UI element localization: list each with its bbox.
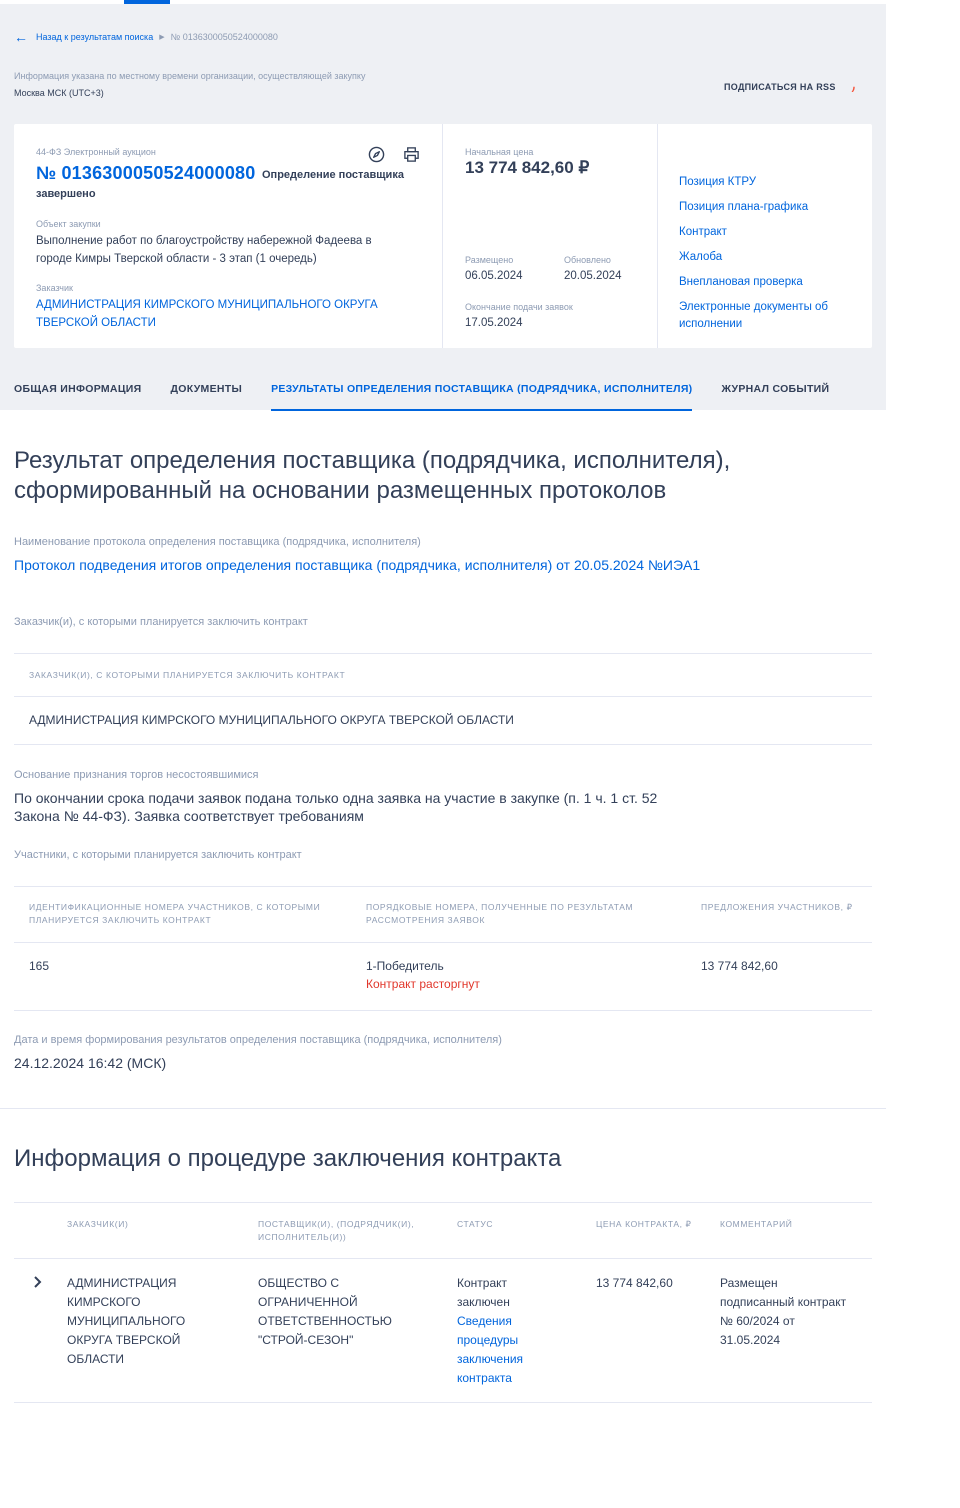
top-active-marker	[124, 0, 170, 4]
formed-value: 24.12.2024 16:42 (МСК)	[14, 1055, 167, 1071]
contract-price: 13 774 842,60	[596, 1276, 673, 1290]
breadcrumb	[14, 31, 278, 43]
deadline-label: Окончание подачи заявок	[465, 302, 573, 312]
purchase-card	[14, 124, 872, 348]
link-unscheduled-inspection[interactable]: Внеплановая проверка	[679, 276, 803, 288]
participant-rank-note: Контракт расторгнут	[366, 977, 480, 991]
contract-comment: Размещен подписанный контракт № 60/2024 от 31.05.2024	[720, 1276, 847, 1347]
back-to-search-link[interactable]: Назад к результатам поиска	[36, 32, 154, 42]
section-divider	[0, 1108, 886, 1109]
initial-price-value: 13 774 842,60 ₽	[465, 158, 590, 177]
contract-section-title: Информация о процедуре заключения контракта	[14, 1145, 562, 1172]
chevron-right-icon: ▶	[159, 34, 165, 41]
participant-rank: 1-Победитель	[366, 959, 444, 973]
customer-label: Заказчик	[36, 283, 73, 293]
updated-date: 20.05.2024	[564, 270, 622, 282]
rss-icon: ⹜	[851, 81, 856, 93]
rss-label: ПОДПИСАТЬСЯ НА RSS	[724, 81, 836, 92]
participants-header-ids: ИДЕНТИФИКАЦИОННЫЕ НОМЕРА УЧАСТНИКОВ, С КОТОРЫМИ ПЛАНИРУЕТСЯ ЗАКЛЮЧИТЬ КОНТРАКТ	[29, 902, 321, 925]
contract-header-status: СТАТУС	[457, 1219, 494, 1229]
tab-documents[interactable]: ДОКУМЕНТЫ	[170, 383, 243, 395]
rss-subscribe-button[interactable]	[724, 79, 855, 94]
posted-date: 06.05.2024	[465, 270, 523, 282]
timezone-value: Москва МСК (UTC+3)	[14, 88, 104, 98]
customer-link[interactable]: АДМИНИСТРАЦИЯ КИМРСКОГО МУНИЦИПАЛЬНОГО ОКРУГА ТВЕРСКОЙ ОБЛАСТИ	[36, 299, 378, 329]
table-divider	[14, 1402, 872, 1403]
participants-header-ranks: ПОРЯДКОВЫЕ НОМЕРА, ПОЛУЧЕННЫЕ ПО РЕЗУЛЬТАТАМ РАССМОТРЕНИЯ ЗАЯВОК	[366, 902, 634, 925]
updated-label: Обновлено	[564, 255, 611, 265]
customers-table-value: АДМИНИСТРАЦИЯ КИМРСКОГО МУНИЦИПАЛЬНОГО ОКРУГА ТВЕРСКОЙ ОБЛАСТИ	[29, 713, 514, 727]
object-value: Выполнение работ по благоустройству набережной Фадеева в городе Кимры Тверской области - 3 этап (1 очередь)	[36, 235, 372, 265]
table-divider	[14, 696, 872, 697]
chevron-right-icon[interactable]	[33, 1275, 43, 1289]
participants-label: Участники, с которыми планируется заключить контракт	[14, 849, 302, 861]
stage-status: завершено	[36, 188, 96, 200]
participant-id: 165	[29, 959, 50, 973]
tab-supplier-results[interactable]: РЕЗУЛЬТАТЫ ОПРЕДЕЛЕНИЯ ПОСТАВЩИКА (ПОДРЯДЧИКА, ИСПОЛНИТЕЛЯ)	[271, 383, 692, 411]
link-contract[interactable]: Контракт	[679, 226, 727, 238]
protocol-link[interactable]: Протокол подведения итогов определения поставщика (подрядчика, исполнителя) от 20.05.2024 №ИЭА1	[14, 557, 701, 573]
table-divider	[14, 942, 872, 943]
tab-bar	[14, 383, 858, 411]
contract-header-customer: ЗАКАЗЧИК(И)	[67, 1219, 129, 1229]
reason-value: По окончании срока подачи заявок подана только одна заявка на участие в закупке (п. 1 ч. 1 ст. 52 Закона № 44-ФЗ). Заявка соответствует требованиям	[14, 790, 658, 824]
procurement-stage: Определение поставщика	[262, 169, 404, 181]
contract-header-comment: КОММЕНТАРИЙ	[720, 1219, 793, 1229]
participants-header-offers: ПРЕДЛОЖЕНИЯ УЧАСТНИКОВ, ₽	[701, 902, 853, 912]
tab-general-info[interactable]: ОБЩАЯ ИНФОРМАЦИЯ	[14, 383, 142, 395]
link-plan-schedule[interactable]: Позиция плана-графика	[679, 201, 809, 213]
link-ktru-position[interactable]: Позиция КТРУ	[679, 176, 757, 188]
contract-procedure-link[interactable]: Сведения процедуры заключения контракта	[457, 1314, 524, 1385]
deadline-date: 17.05.2024	[465, 317, 523, 329]
related-links	[679, 174, 859, 341]
table-divider	[14, 886, 872, 887]
contract-header-price: ЦЕНА КОНТРАКТА, ₽	[596, 1219, 692, 1229]
formed-label: Дата и время формирования результатов определения поставщика (подрядчика, исполнителя)	[14, 1034, 502, 1046]
registry-number-link[interactable]: № 0136300050524000080	[36, 163, 256, 183]
customers-table-header: ЗАКАЗЧИК(И), С КОТОРЫМИ ПЛАНИРУЕТСЯ ЗАКЛЮЧИТЬ КОНТРАКТ	[29, 670, 346, 680]
contract-status: Контракт заключен	[457, 1276, 510, 1309]
initial-price-label: Начальная цена	[465, 147, 534, 157]
object-label: Объект закупки	[36, 219, 101, 229]
timezone-note: Информация указана по местному времени организации, осуществляющей закупку	[14, 71, 366, 81]
procurement-law: 44-ФЗ Электронный аукцион	[36, 147, 156, 157]
protocol-label: Наименование протокола определения поставщика (подрядчика, исполнителя)	[14, 536, 421, 548]
arrow-left-icon[interactable]: ←	[14, 29, 28, 45]
participant-offer: 13 774 842,60	[701, 959, 778, 973]
table-divider	[14, 1202, 872, 1203]
breadcrumb-current: № 0136300050524000080	[170, 32, 278, 42]
contract-supplier: ОБЩЕСТВО С ОГРАНИЧЕННОЙ ОТВЕТСТВЕННОСТЬЮ "СТРОЙ-СЕЗОН"	[258, 1276, 392, 1347]
customers-label: Заказчик(и), с которыми планируется заключить контракт	[14, 616, 308, 628]
top-strip	[0, 0, 960, 4]
link-complaint[interactable]: Жалоба	[679, 251, 723, 263]
table-divider	[14, 744, 872, 745]
results-title: Результат определения поставщика (подрядчика, исполнителя), сформированный на основании размещенных протоколов	[14, 447, 731, 504]
tab-event-log[interactable]: ЖУРНАЛ СОБЫТИЙ	[721, 383, 830, 395]
table-divider	[14, 1010, 872, 1011]
contract-header-supplier: ПОСТАВЩИК(И), (ПОДРЯДЧИК(И), ИСПОЛНИТЕЛЬ(И))	[258, 1219, 415, 1242]
card-divider	[442, 124, 443, 348]
compass-icon[interactable]	[368, 146, 385, 163]
contract-customer: АДМИНИСТРАЦИЯ КИМРСКОГО МУНИЦИПАЛЬНОГО ОКРУГА ТВЕРСКОЙ ОБЛАСТИ	[67, 1276, 186, 1366]
table-divider	[14, 653, 872, 654]
posted-label: Размещено	[465, 255, 514, 265]
card-divider	[657, 124, 658, 348]
link-execution-documents[interactable]: Электронные документы об исполнении	[679, 301, 829, 330]
table-divider	[14, 1258, 872, 1259]
print-icon[interactable]	[403, 146, 420, 163]
reason-label: Основание признания торгов несостоявшимися	[14, 769, 259, 781]
